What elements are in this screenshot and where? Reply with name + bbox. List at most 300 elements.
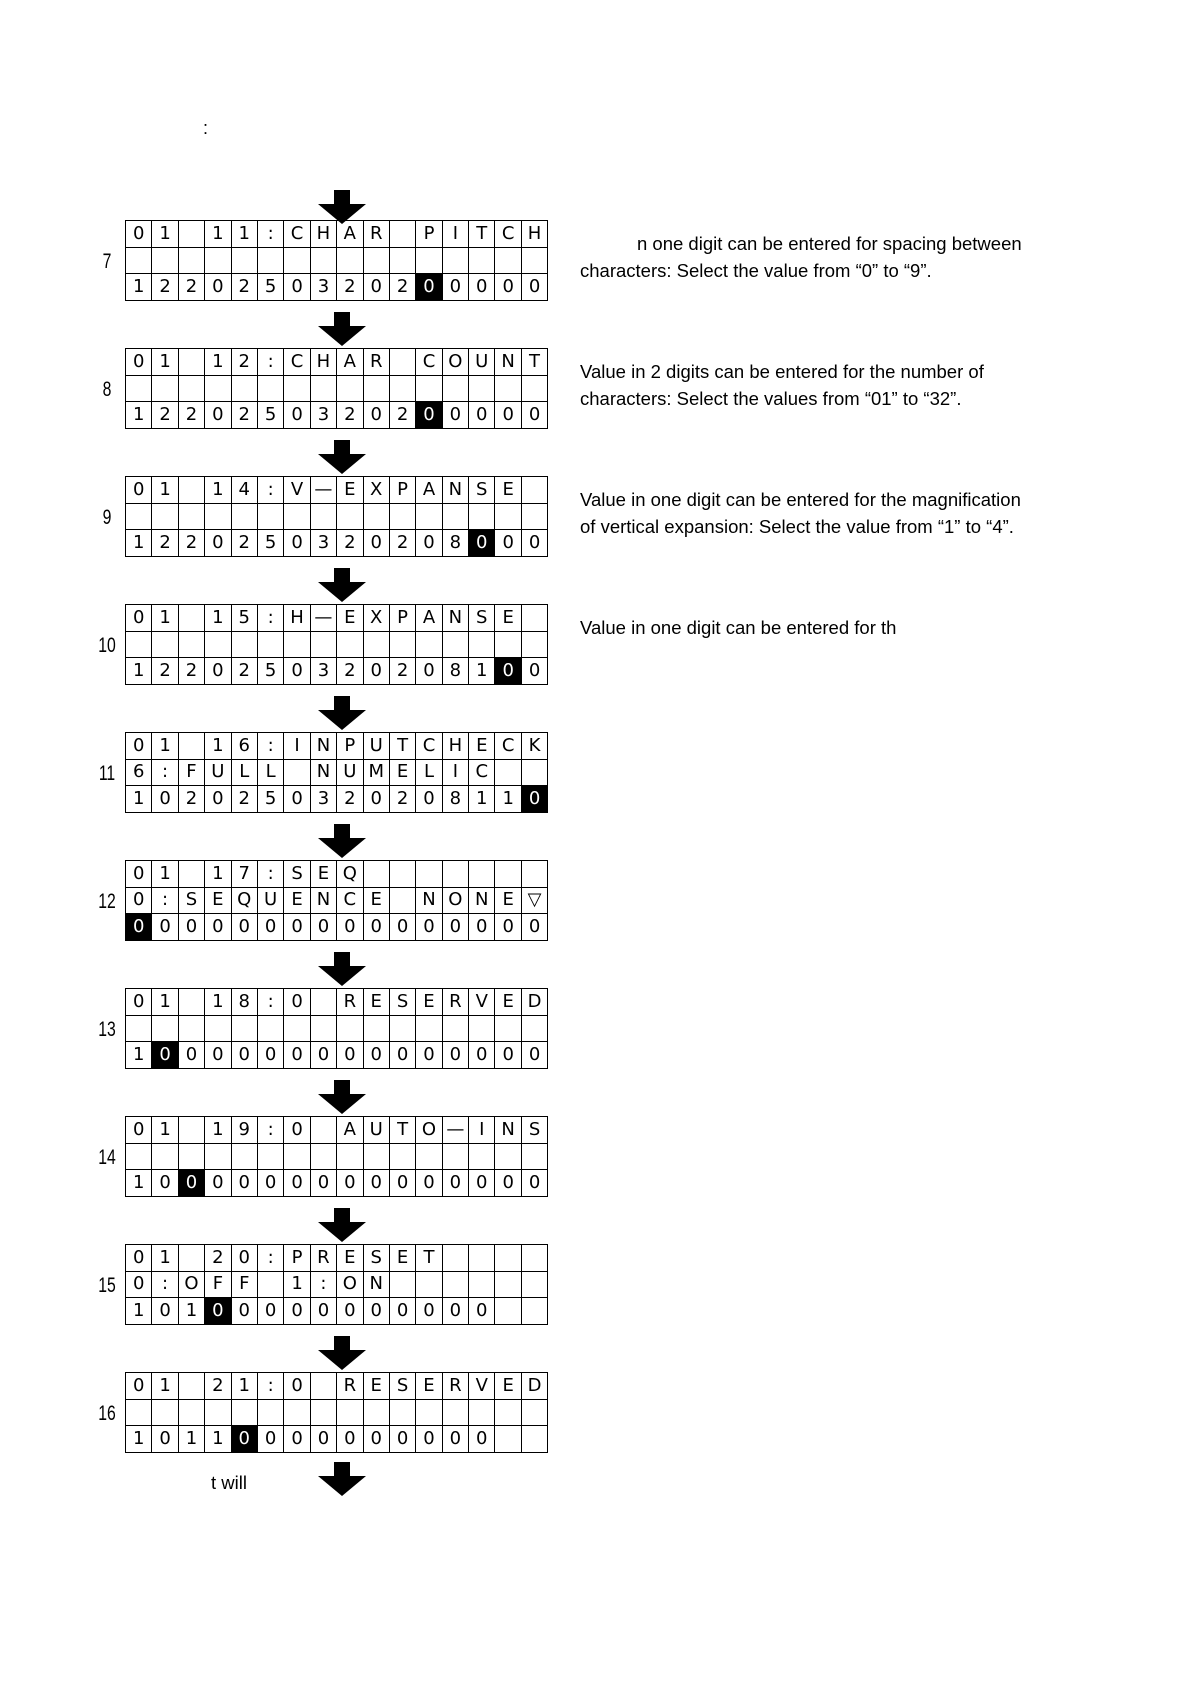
lcd-cell xyxy=(521,1015,547,1042)
lcd-cell xyxy=(257,1271,283,1298)
lcd-cell xyxy=(178,605,204,632)
lcd-row xyxy=(126,1015,548,1042)
lcd-cell: 2 xyxy=(178,402,204,429)
lcd-cell xyxy=(495,375,521,402)
lcd-cell: 2 xyxy=(178,274,204,301)
lcd-cell: : xyxy=(257,349,283,376)
lcd-cell: 0 xyxy=(284,1298,310,1325)
lcd-cell xyxy=(152,1399,178,1426)
lcd-cursor-cell: 0 xyxy=(205,1298,231,1325)
lcd-cell: 0 xyxy=(416,530,442,557)
lcd-cell xyxy=(126,1015,152,1042)
lcd-cell: 0 xyxy=(284,402,310,429)
lcd-cell xyxy=(337,247,363,274)
lcd-cell: 0 xyxy=(521,658,547,685)
lcd-cell: 1 xyxy=(126,1170,152,1197)
lcd-row xyxy=(126,1143,548,1170)
lcd-cell: 0 xyxy=(363,786,389,813)
lcd-cell: H xyxy=(521,221,547,248)
lcd-cell xyxy=(442,861,468,888)
lcd-cell xyxy=(389,887,415,914)
lcd-cell xyxy=(284,631,310,658)
lcd-cell: : xyxy=(257,1245,283,1272)
lcd-cell xyxy=(363,247,389,274)
description-line: characters: Select the value from “0” to “9”. xyxy=(580,260,932,281)
lcd-cell: 0 xyxy=(495,1042,521,1069)
lcd-cell: 0 xyxy=(389,1298,415,1325)
lcd-display xyxy=(125,1372,548,1453)
lcd-cell: C xyxy=(284,349,310,376)
lcd-cell: E xyxy=(205,887,231,914)
lcd-cell xyxy=(416,1399,442,1426)
lcd-cell: 9 xyxy=(231,1117,257,1144)
lcd-cell: 0 xyxy=(231,914,257,941)
lcd-cursor-cell: 0 xyxy=(126,914,152,941)
lcd-cell: 1 xyxy=(126,402,152,429)
lcd-cell: 5 xyxy=(257,658,283,685)
lcd-cell: 1 xyxy=(205,1426,231,1453)
lcd-cell xyxy=(231,1399,257,1426)
lcd-cell xyxy=(310,1117,336,1144)
lcd-cell xyxy=(495,1245,521,1272)
lcd-cell: M xyxy=(363,759,389,786)
lcd-cell xyxy=(178,1399,204,1426)
step-number: 10 xyxy=(98,634,116,657)
lcd-cell: Q xyxy=(231,887,257,914)
lcd-cell xyxy=(363,1143,389,1170)
lcd-cell: N xyxy=(495,349,521,376)
lcd-cell: 1 xyxy=(178,1298,204,1325)
lcd-cell: 0 xyxy=(495,1170,521,1197)
lcd-cursor-cell: 0 xyxy=(469,530,495,557)
lcd-cell: U xyxy=(363,1117,389,1144)
lcd-cell xyxy=(363,631,389,658)
lcd-cell: 1 xyxy=(205,477,231,504)
lcd-cell xyxy=(521,605,547,632)
lcd-cell: 0 xyxy=(284,1170,310,1197)
lcd-cell: 2 xyxy=(152,274,178,301)
lcd-cell: 0 xyxy=(469,1170,495,1197)
lcd-cell xyxy=(495,1298,521,1325)
lcd-cell: N xyxy=(469,887,495,914)
lcd-cell xyxy=(205,1143,231,1170)
description-line: Value in 2 digits can be entered for the number of xyxy=(580,361,984,382)
lcd-cell: 0 xyxy=(284,1373,310,1400)
lcd-cell: K xyxy=(521,733,547,760)
lcd-cell: A xyxy=(337,1117,363,1144)
lcd-cell: 0 xyxy=(284,786,310,813)
lcd-cell: 2 xyxy=(337,658,363,685)
description-line: characters: Select the values from “01” to “32”. xyxy=(580,388,962,409)
lcd-cell xyxy=(389,1015,415,1042)
lcd-cell: 0 xyxy=(284,1117,310,1144)
lcd-cell xyxy=(178,1117,204,1144)
lcd-cell: : xyxy=(152,887,178,914)
lcd-cell: 1 xyxy=(205,989,231,1016)
lcd-cell: 1 xyxy=(126,1042,152,1069)
step-number: 13 xyxy=(98,1018,116,1041)
lcd-cell: 5 xyxy=(257,786,283,813)
lcd-cell: 0 xyxy=(126,861,152,888)
down-arrow-icon xyxy=(318,1208,366,1242)
lcd-cell: P xyxy=(337,733,363,760)
lcd-cell: 0 xyxy=(469,402,495,429)
lcd-cell: R xyxy=(310,1245,336,1272)
lcd-cell: I xyxy=(469,1117,495,1144)
lcd-cell: T xyxy=(389,733,415,760)
lcd-cell xyxy=(178,477,204,504)
lcd-cell xyxy=(469,1399,495,1426)
lcd-cell: 0 xyxy=(521,402,547,429)
lcd-cell xyxy=(416,1271,442,1298)
lcd-cell xyxy=(337,631,363,658)
lcd-cell: S xyxy=(389,989,415,1016)
lcd-cell: V xyxy=(469,1373,495,1400)
lcd-cell: 0 xyxy=(337,1298,363,1325)
lcd-cell xyxy=(521,631,547,658)
lcd-cell: N xyxy=(416,887,442,914)
lcd-cell: E xyxy=(310,861,336,888)
lcd-cell: 0 xyxy=(152,914,178,941)
lcd-cell xyxy=(416,503,442,530)
lcd-cell: X xyxy=(363,605,389,632)
lcd-cell: 2 xyxy=(178,530,204,557)
lcd-cell: 0 xyxy=(257,1170,283,1197)
lcd-row xyxy=(126,759,548,786)
footer-fragment: t will xyxy=(211,1472,247,1493)
lcd-cell: : xyxy=(257,733,283,760)
lcd-cell: 1 xyxy=(152,349,178,376)
lcd-display xyxy=(125,860,548,941)
lcd-cell xyxy=(363,1399,389,1426)
step-number: 8 xyxy=(102,378,112,401)
lcd-cell xyxy=(310,1143,336,1170)
lcd-cell: 0 xyxy=(152,1426,178,1453)
lcd-row xyxy=(126,247,548,274)
lcd-cell: E xyxy=(495,887,521,914)
lcd-cell xyxy=(389,1399,415,1426)
lcd-row xyxy=(126,221,548,248)
lcd-display xyxy=(125,348,548,429)
lcd-row xyxy=(126,1399,548,1426)
lcd-cell: 0 xyxy=(363,402,389,429)
header-fragment: : xyxy=(203,118,209,138)
lcd-cell: : xyxy=(257,1117,283,1144)
lcd-display xyxy=(125,1244,548,1325)
lcd-cell: 2 xyxy=(231,530,257,557)
lcd-cell xyxy=(495,1143,521,1170)
down-arrow-icon xyxy=(318,1462,366,1496)
lcd-cell: 8 xyxy=(442,658,468,685)
lcd-cell: N xyxy=(442,477,468,504)
lcd-cell: 6 xyxy=(126,759,152,786)
lcd-cell: : xyxy=(152,759,178,786)
lcd-cell: 1 xyxy=(152,1117,178,1144)
lcd-cell: 0 xyxy=(257,1426,283,1453)
lcd-cell xyxy=(469,1015,495,1042)
lcd-cell: 5 xyxy=(257,274,283,301)
lcd-cell: 1 xyxy=(152,477,178,504)
lcd-cell: 2 xyxy=(389,274,415,301)
lcd-cell: 2 xyxy=(389,530,415,557)
lcd-cell: U xyxy=(469,349,495,376)
lcd-cell: 0 xyxy=(205,530,231,557)
lcd-row xyxy=(126,861,548,888)
lcd-cell: 0 xyxy=(442,1042,468,1069)
lcd-cell xyxy=(310,247,336,274)
lcd-cell xyxy=(284,1143,310,1170)
lcd-cell: E xyxy=(337,1245,363,1272)
lcd-cell: U xyxy=(363,733,389,760)
lcd-cell xyxy=(442,1143,468,1170)
lcd-cell xyxy=(231,1143,257,1170)
step-description xyxy=(580,358,984,412)
lcd-cell: : xyxy=(152,1271,178,1298)
lcd-cell: 1 xyxy=(152,861,178,888)
lcd-cell xyxy=(284,247,310,274)
lcd-cell: E xyxy=(495,1373,521,1400)
lcd-cell xyxy=(126,503,152,530)
lcd-cell: 0 xyxy=(205,1042,231,1069)
lcd-cell xyxy=(178,861,204,888)
lcd-cell xyxy=(337,1015,363,1042)
lcd-cell xyxy=(521,759,547,786)
lcd-cell: Q xyxy=(337,861,363,888)
lcd-cell: E xyxy=(363,989,389,1016)
lcd-cell xyxy=(521,1245,547,1272)
step-number: 9 xyxy=(102,506,112,529)
lcd-cell: 0 xyxy=(310,1298,336,1325)
down-arrow-icon xyxy=(318,568,366,602)
lcd-cell: E xyxy=(389,759,415,786)
lcd-cell: 0 xyxy=(389,1170,415,1197)
down-arrow-icon xyxy=(318,440,366,474)
lcd-cell: N xyxy=(495,1117,521,1144)
lcd-row xyxy=(126,349,548,376)
lcd-cell xyxy=(126,631,152,658)
lcd-cell: 1 xyxy=(126,658,152,685)
lcd-cell: 0 xyxy=(469,1298,495,1325)
lcd-cell: U xyxy=(257,887,283,914)
lcd-cell: 1 xyxy=(178,1426,204,1453)
lcd-cell xyxy=(337,1143,363,1170)
lcd-cell: E xyxy=(337,477,363,504)
step-description xyxy=(580,230,1022,284)
lcd-cell: 3 xyxy=(310,530,336,557)
lcd-cell: R xyxy=(337,989,363,1016)
lcd-cell xyxy=(152,1143,178,1170)
lcd-cell xyxy=(310,503,336,530)
lcd-cell: N xyxy=(310,887,336,914)
lcd-cell xyxy=(152,1015,178,1042)
lcd-cell: 2 xyxy=(152,402,178,429)
down-arrow-icon xyxy=(318,696,366,730)
lcd-cell: 0 xyxy=(205,786,231,813)
lcd-cell: R xyxy=(363,349,389,376)
lcd-cell xyxy=(310,1373,336,1400)
lcd-cell: A xyxy=(337,349,363,376)
lcd-cell: 0 xyxy=(469,1042,495,1069)
lcd-cell xyxy=(363,503,389,530)
description-line: n one digit can be entered for spacing between xyxy=(637,233,1022,254)
lcd-cell: E xyxy=(495,989,521,1016)
lcd-cell: 0 xyxy=(284,989,310,1016)
lcd-cell: 1 xyxy=(205,349,231,376)
step-number: 14 xyxy=(98,1146,116,1169)
lcd-cell xyxy=(310,1399,336,1426)
lcd-row xyxy=(126,274,548,301)
lcd-cell xyxy=(310,631,336,658)
lcd-cell xyxy=(495,1426,521,1453)
lcd-cell: 0 xyxy=(389,1426,415,1453)
down-arrow-icon xyxy=(318,1336,366,1370)
lcd-cell: S xyxy=(469,605,495,632)
lcd-cell: 0 xyxy=(178,914,204,941)
lcd-cell: 0 xyxy=(205,274,231,301)
lcd-cell: O xyxy=(416,1117,442,1144)
lcd-cell: 0 xyxy=(363,274,389,301)
lcd-cell: 5 xyxy=(257,530,283,557)
lcd-cell: 0 xyxy=(257,914,283,941)
description-line: Value in one digit can be entered for th xyxy=(580,617,897,638)
step-number: 7 xyxy=(102,250,112,273)
lcd-cell: 0 xyxy=(152,1170,178,1197)
lcd-cell xyxy=(231,375,257,402)
lcd-cell: : xyxy=(310,1271,336,1298)
lcd-cell xyxy=(495,247,521,274)
lcd-cell: 6 xyxy=(231,733,257,760)
step-description xyxy=(580,486,1021,540)
lcd-cell: T xyxy=(521,349,547,376)
lcd-cell xyxy=(126,1399,152,1426)
description-line: Value in one digit can be entered for the magnification xyxy=(580,489,1021,510)
lcd-cell xyxy=(521,1399,547,1426)
lcd-cell xyxy=(469,375,495,402)
lcd-cell: E xyxy=(363,887,389,914)
lcd-cell: 2 xyxy=(152,530,178,557)
lcd-cell xyxy=(310,1015,336,1042)
lcd-cell xyxy=(495,1399,521,1426)
lcd-cell: 0 xyxy=(442,1426,468,1453)
lcd-cell: 0 xyxy=(363,1170,389,1197)
lcd-row xyxy=(126,605,548,632)
lcd-cell: 1 xyxy=(152,989,178,1016)
lcd-cell: T xyxy=(389,1117,415,1144)
lcd-cell xyxy=(178,247,204,274)
lcd-cell: E xyxy=(495,477,521,504)
lcd-cell: 2 xyxy=(231,349,257,376)
lcd-cell: I xyxy=(284,733,310,760)
down-arrow-icon xyxy=(318,952,366,986)
lcd-cell: E xyxy=(416,989,442,1016)
lcd-cell: N xyxy=(310,759,336,786)
lcd-cell: : xyxy=(257,477,283,504)
lcd-cell xyxy=(442,1399,468,1426)
lcd-row xyxy=(126,1426,548,1453)
lcd-cell: 2 xyxy=(152,658,178,685)
lcd-cell: H xyxy=(310,349,336,376)
lcd-cell xyxy=(152,503,178,530)
lcd-cell xyxy=(178,1143,204,1170)
lcd-cell: U xyxy=(337,759,363,786)
lcd-cell xyxy=(205,375,231,402)
lcd-cell: 1 xyxy=(205,605,231,632)
lcd-cell: 0 xyxy=(363,658,389,685)
lcd-cell: 0 xyxy=(416,1426,442,1453)
lcd-cell xyxy=(363,861,389,888)
lcd-cell xyxy=(284,1015,310,1042)
lcd-cell: H xyxy=(442,733,468,760)
lcd-cell: 0 xyxy=(442,914,468,941)
lcd-cell xyxy=(178,733,204,760)
lcd-cell: 0 xyxy=(337,1426,363,1453)
lcd-cell: T xyxy=(416,1245,442,1272)
lcd-cell xyxy=(152,375,178,402)
lcd-cell: 3 xyxy=(310,786,336,813)
lcd-row xyxy=(126,1373,548,1400)
lcd-cell: 2 xyxy=(231,786,257,813)
lcd-cell xyxy=(205,503,231,530)
lcd-cell: 1 xyxy=(152,221,178,248)
lcd-cell: T xyxy=(469,221,495,248)
lcd-cell xyxy=(495,1271,521,1298)
lcd-cell: 0 xyxy=(495,274,521,301)
lcd-cell xyxy=(257,1015,283,1042)
lcd-cell: C xyxy=(416,733,442,760)
lcd-cell: R xyxy=(337,1373,363,1400)
lcd-cell: C xyxy=(469,759,495,786)
lcd-cell xyxy=(337,503,363,530)
lcd-row xyxy=(126,914,548,941)
lcd-cell xyxy=(178,221,204,248)
lcd-cell: X xyxy=(363,477,389,504)
lcd-cell: 0 xyxy=(363,1426,389,1453)
lcd-cell xyxy=(152,631,178,658)
lcd-cell: O xyxy=(442,887,468,914)
lcd-cell: 0 xyxy=(126,1271,152,1298)
down-arrow-icon xyxy=(318,1080,366,1114)
down-arrow-icon xyxy=(318,312,366,346)
lcd-cell: : xyxy=(257,989,283,1016)
lcd-cell: L xyxy=(257,759,283,786)
lcd-cell xyxy=(389,375,415,402)
lcd-cell: 8 xyxy=(442,530,468,557)
lcd-cell: 0 xyxy=(363,530,389,557)
lcd-cell: 0 xyxy=(231,1298,257,1325)
lcd-cell: P xyxy=(389,605,415,632)
lcd-cell: : xyxy=(257,861,283,888)
lcd-cell xyxy=(495,631,521,658)
lcd-cell: C xyxy=(337,887,363,914)
lcd-cell: 1 xyxy=(152,605,178,632)
lcd-cell: 0 xyxy=(442,274,468,301)
lcd-cell: 0 xyxy=(495,530,521,557)
lcd-cell xyxy=(178,1373,204,1400)
lcd-cell: 0 xyxy=(521,274,547,301)
lcd-cell xyxy=(442,247,468,274)
lcd-cell: 0 xyxy=(284,530,310,557)
lcd-row xyxy=(126,631,548,658)
lcd-row xyxy=(126,1271,548,1298)
lcd-cell: E xyxy=(416,1373,442,1400)
lcd-cell: 1 xyxy=(231,221,257,248)
lcd-display xyxy=(125,732,548,813)
lcd-cell xyxy=(337,375,363,402)
lcd-cell: 2 xyxy=(337,530,363,557)
lcd-cell xyxy=(389,631,415,658)
lcd-cell: 1 xyxy=(126,274,152,301)
lcd-cell xyxy=(231,503,257,530)
